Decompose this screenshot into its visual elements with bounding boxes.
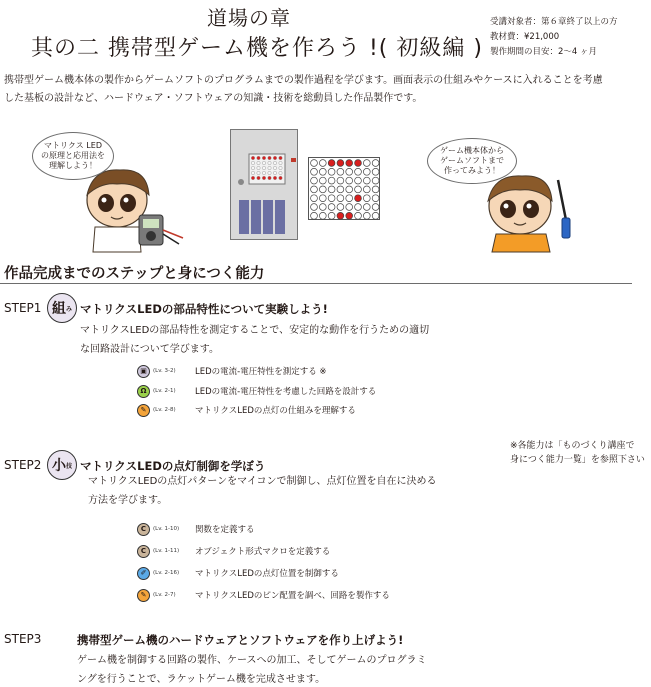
board-led-dot bbox=[257, 171, 260, 174]
led-dot bbox=[319, 186, 326, 193]
board-led-dot bbox=[273, 176, 276, 179]
led-dot bbox=[355, 186, 362, 193]
led-dot bbox=[337, 204, 344, 211]
led-dot bbox=[363, 195, 370, 202]
board-led-dot bbox=[251, 156, 254, 159]
led-dot bbox=[346, 160, 353, 167]
led-dot bbox=[355, 168, 362, 175]
board-led-dot bbox=[251, 161, 254, 164]
board-led-dot bbox=[268, 171, 271, 174]
board-led-dot bbox=[273, 156, 276, 159]
board-led-dot bbox=[279, 161, 282, 164]
skill-item: C (Lv. 1-11) オブジェクト形式マクロを定義する bbox=[137, 544, 330, 558]
led-dot bbox=[337, 160, 344, 167]
board-led-dot bbox=[273, 171, 276, 174]
led-dot bbox=[337, 186, 344, 193]
led-dot bbox=[346, 195, 353, 202]
step1-description: マトリクスLEDの部品特性を測定することで、安定的な動作を行うための適切 な回路設計について学びます。 bbox=[80, 325, 430, 355]
wrench-icon: ✎ bbox=[137, 589, 150, 602]
led-dot bbox=[372, 195, 379, 202]
step1-label: STEP1 bbox=[4, 301, 42, 315]
led-dot bbox=[372, 177, 379, 184]
board-led-dot bbox=[257, 176, 260, 179]
step2-label: STEP2 bbox=[4, 458, 42, 472]
led-dot bbox=[355, 177, 362, 184]
board-led-dot bbox=[262, 156, 265, 159]
led-dot bbox=[363, 160, 370, 167]
skill-item: C (Lv. 1-10) 関数を定義する bbox=[137, 522, 255, 536]
led-dot bbox=[346, 204, 353, 211]
board-led-dot bbox=[273, 161, 276, 164]
speech-bubble-right: ゲーム機本体から ゲームソフトまで 作ってみよう！ bbox=[427, 138, 517, 184]
skill-item: ✎ (Lv. 2-7) マトリクスLEDのピン配置を調べ、回路を製作する bbox=[137, 588, 390, 602]
led-dot bbox=[346, 186, 353, 193]
board-led-dot bbox=[262, 176, 265, 179]
board-led-dot bbox=[268, 161, 271, 164]
skill-item: Ω (Lv. 2-1) LEDの電流-電圧特性を考慮した回路を設計する bbox=[137, 384, 376, 398]
skill-item: ✐ (Lv. 2-16) マトリクスLEDの点灯位置を制御する bbox=[137, 566, 339, 580]
led-dot bbox=[319, 160, 326, 167]
led-dot bbox=[328, 168, 335, 175]
board-led-dot bbox=[279, 166, 282, 169]
led-dot bbox=[319, 204, 326, 211]
led-dot bbox=[372, 212, 379, 219]
led-dot bbox=[328, 186, 335, 193]
skill-item: ▣ (Lv. 3-2) LEDの電流-電圧特性を測定する ※ bbox=[137, 364, 327, 378]
led-dot bbox=[372, 160, 379, 167]
speech-bubble-left: マトリクス LED の原理と応用法を 理解しよう！ bbox=[32, 132, 114, 180]
board-led-dot bbox=[279, 171, 282, 174]
step1-badge-icon: 組 み bbox=[47, 293, 77, 323]
board-led-dot bbox=[279, 156, 282, 159]
game-board-photo bbox=[230, 129, 298, 240]
led-dot bbox=[337, 212, 344, 219]
board-led-dot bbox=[262, 166, 265, 169]
led-dot bbox=[319, 168, 326, 175]
skills-note: ※各能力は「ものづくり講座で 身につく能力一覧」を参照下さい bbox=[510, 441, 645, 465]
meta-period: 製作期間の目安：2～4 ヶ月 bbox=[490, 47, 598, 57]
course-meta bbox=[490, 15, 618, 60]
led-dot bbox=[328, 195, 335, 202]
circuit-board-icon bbox=[231, 130, 299, 241]
step2-badge-icon: 小 技 bbox=[47, 450, 77, 480]
intro-text: 携帯型ゲーム機本体の製作からゲームソフトのプログラムまでの製作過程を学びます。画面表示の仕組みやケースに入れることを考慮 した基板の設計など、ハードウェア・ソフトウェアの知識・技術を総動員した作品製作です。 bbox=[4, 75, 603, 104]
board-led-dot bbox=[251, 171, 254, 174]
led-dot bbox=[355, 195, 362, 202]
led-dot bbox=[372, 168, 379, 175]
c-icon: C bbox=[137, 545, 150, 558]
board-led-dot bbox=[279, 176, 282, 179]
led-dot bbox=[328, 212, 335, 219]
step3-title: 携帯型ゲーム機のハードウェアとソフトウェアを作り上げよう! bbox=[77, 633, 404, 647]
led-dot bbox=[363, 212, 370, 219]
board-led-dot bbox=[251, 166, 254, 169]
led-dot bbox=[346, 177, 353, 184]
step3-label: STEP3 bbox=[4, 632, 42, 646]
step2-title: マトリクスLEDの点灯制御を学ぼう bbox=[80, 459, 266, 473]
led-dot bbox=[337, 168, 344, 175]
led-dot bbox=[311, 204, 318, 211]
led-dot bbox=[355, 204, 362, 211]
led-dot bbox=[346, 168, 353, 175]
meter-icon: ▣ bbox=[137, 365, 150, 378]
board-led-dot bbox=[268, 166, 271, 169]
led-dot bbox=[311, 160, 318, 167]
led-dot bbox=[311, 168, 318, 175]
led-dot bbox=[311, 195, 318, 202]
board-led-dot bbox=[257, 161, 260, 164]
section-divider bbox=[0, 283, 632, 284]
ohm-icon: Ω bbox=[137, 385, 150, 398]
board-led-dot bbox=[257, 156, 260, 159]
section-heading: 作品完成までのステップと身につく能力 bbox=[4, 266, 265, 282]
led-dot bbox=[363, 168, 370, 175]
skill-item: ✎ (Lv. 2-8) マトリクスLEDの点灯の仕組みを理解する bbox=[137, 403, 356, 417]
led-dot bbox=[363, 177, 370, 184]
page-title: 其の二 携帯型ゲーム機を作ろう !( 初級編 ) bbox=[31, 36, 483, 61]
step3-description: ゲーム機を制御する回路の製作、ケースへの加工、そしてゲームのプログラミ ングを行うことで、ラケットゲーム機を完成させます。 bbox=[77, 655, 427, 685]
board-led-dot bbox=[262, 171, 265, 174]
page-title-chapter: 道場の章 bbox=[207, 6, 291, 30]
led-dot bbox=[311, 186, 318, 193]
board-led-dot bbox=[273, 166, 276, 169]
led-dot bbox=[319, 195, 326, 202]
led-dot bbox=[319, 177, 326, 184]
led-dot bbox=[363, 186, 370, 193]
led-matrix-diagram bbox=[308, 157, 380, 220]
led-dot bbox=[337, 177, 344, 184]
led-dot bbox=[328, 204, 335, 211]
led-dot bbox=[311, 177, 318, 184]
c-icon: C bbox=[137, 523, 150, 536]
led-dot bbox=[372, 186, 379, 193]
led-dot bbox=[337, 195, 344, 202]
meta-target: 受講対象者：第６章終了以上の方 bbox=[490, 17, 618, 27]
meta-fee: 教材費：¥21,000 bbox=[490, 32, 560, 42]
board-led-dot bbox=[262, 161, 265, 164]
led-dot bbox=[346, 212, 353, 219]
led-dot bbox=[355, 212, 362, 219]
led-dot bbox=[319, 212, 326, 219]
board-led-dot bbox=[257, 166, 260, 169]
led-dot bbox=[372, 204, 379, 211]
led-dot bbox=[311, 212, 318, 219]
led-dot bbox=[363, 204, 370, 211]
led-dot bbox=[328, 160, 335, 167]
led-dot bbox=[328, 177, 335, 184]
board-led-dot bbox=[251, 176, 254, 179]
board-led-dot bbox=[268, 176, 271, 179]
step2-description: マトリクスLEDの点灯パターンをマイコンで制御し、点灯位置を自在に決める 方法を学びます。 bbox=[88, 476, 437, 506]
board-led-dot bbox=[268, 156, 271, 159]
pen-icon: ✐ bbox=[137, 567, 150, 580]
step1-title: マトリクスLEDの部品特性について実験しよう! bbox=[80, 302, 328, 316]
wrench-icon: ✎ bbox=[137, 404, 150, 417]
led-dot bbox=[355, 160, 362, 167]
